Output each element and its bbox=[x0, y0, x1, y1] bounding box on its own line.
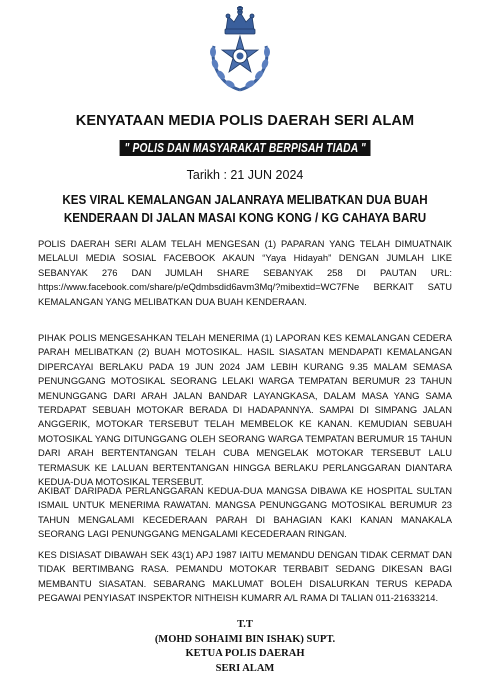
paragraph-3: AKIBAT DARIPADA PERLANGGARAN KEDUA-DUA MANGSA DIBAWA KE HOSPITAL SULTAN ISMAIL UNTUK MENERIMA RAWATAN. MANGSA PENUNGGANG MOTOSIKAL BERUMUR 23 TAHUN MENGALAMI KECEDERAAN PARAH DI BAHAGIAN KAKI KANAN MANAKALA SEORANG LAGI PENUNGGANG MENGALAMI KECEDERAAN RINGAN. bbox=[38, 485, 452, 540]
signatory-district: SERI ALAM bbox=[215, 662, 275, 674]
document-date: Tarikh : 21 JUN 2024 bbox=[186, 168, 304, 182]
motto-text: " POLIS DAN MASYARAKAT BERPISAH TIADA " bbox=[119, 140, 370, 156]
signatory-title: KETUA POLIS DAERAH bbox=[185, 648, 305, 659]
signature-tt: T.T bbox=[237, 619, 253, 630]
paragraph-2: PIHAK POLIS MENGESAHKAN TELAH MENERIMA (1) LAPORAN KES KEMALANGAN CEDERA PARAH MELIBATKAN (2) BUAH MOTOSIKAL. HASIL SIASATAN MENDAPATI KEMALANGAN DIPERCAYAI BERLAKU PADA 19 JUN 2024 JAM LEBIH KURANG 9.35 MALAM SEMASA PENUNGGANG MOTOSIKAL SEORANG LELAKI WARGA TEMPATAN BERUMUR 23 TAHUN MENUNGGANG DARI ARAH JALAN BANDAR LAYANGKASA, DALAM MASA YANG SAMA TERDAPAT SEBUAH MOTOKAR BERADA DI HADAPANNYA. SAMPAI DI SIMPANG JALAN ANGGERIK, MOTOKAR TERSEBUT TELAH MEMBELOK KE KANAN. KEMUDIAN SEBUAH MOTOSIKAL YANG DITUNGGANG OLEH SEORANG WARGA TEMPATAN BERUMUR 15 TAHUN DARI ARAH BERTENTANGAN TELAH CUBA MENGELAK MOTOKAR TERSEBUT LALU TERMASUK KE LALUAN BERTENTANGAN HINGGA BERLAKU PERLANGGARAN DIANTARA KEDUA-DUA MOTOSIKAL TERSEBUT. bbox=[38, 332, 452, 488]
document-title: KENYATAAN MEDIA POLIS DAERAH SERI ALAM bbox=[75, 113, 415, 129]
headline-line-2: KENDERAAN DI JALAN MASAI KONG KONG / KG CAHAYA BARU bbox=[63, 211, 427, 225]
signatory-name: (MOHD SOHAIMI BIN ISHAK) SUPT. bbox=[154, 633, 336, 645]
police-crest-icon bbox=[200, 6, 280, 94]
headline bbox=[54, 191, 435, 227]
headline-line-1: KES VIRAL KEMALANGAN JALANRAYA MELIBATKAN DUA BUAH bbox=[62, 193, 428, 207]
motto-banner bbox=[0, 139, 490, 157]
signature-block bbox=[0, 618, 490, 676]
paragraph-4: KES DISIASAT DIBAWAH SEK 43(1) APJ 1987 IAITU MEMANDU DENGAN TIDAK CERMAT DAN TIDAK BERTIMBANG RASA. PEMANDU MOTOKAR TERBABIT SEDANG DIKESAN BAGI MEMBANTU SIASATAN. SEBARANG MAKLUMAT BOLEH DISALURKAN TERUS KEPADA PEGAWAI PENYIASAT INSPEKTOR NITHEISH KUMARR A/L RAMA DI TALIAN 011-21633214. bbox=[38, 549, 452, 604]
paragraph-1: POLIS DAERAH SERI ALAM TELAH MENGESAN (1) PAPARAN YANG TELAH DIMUATNAIK MELALUI MEDIA SOSIAL FACEBOOK AKAUN “Yaya Hidayah” DENGAN JUMLAH LIKE SEBANYAK 276 DAN JUMLAH SHARE SEBANYAK 258 DI PAUTAN URL: https://www.facebook.com/share/p/eQdmbsdid6avm3Mq/?mibextid=WC7FNe BERKAIT SATU KEMALANGAN YANG MELIBATKAN DUA BUAH KENDERAAN. bbox=[38, 238, 452, 307]
